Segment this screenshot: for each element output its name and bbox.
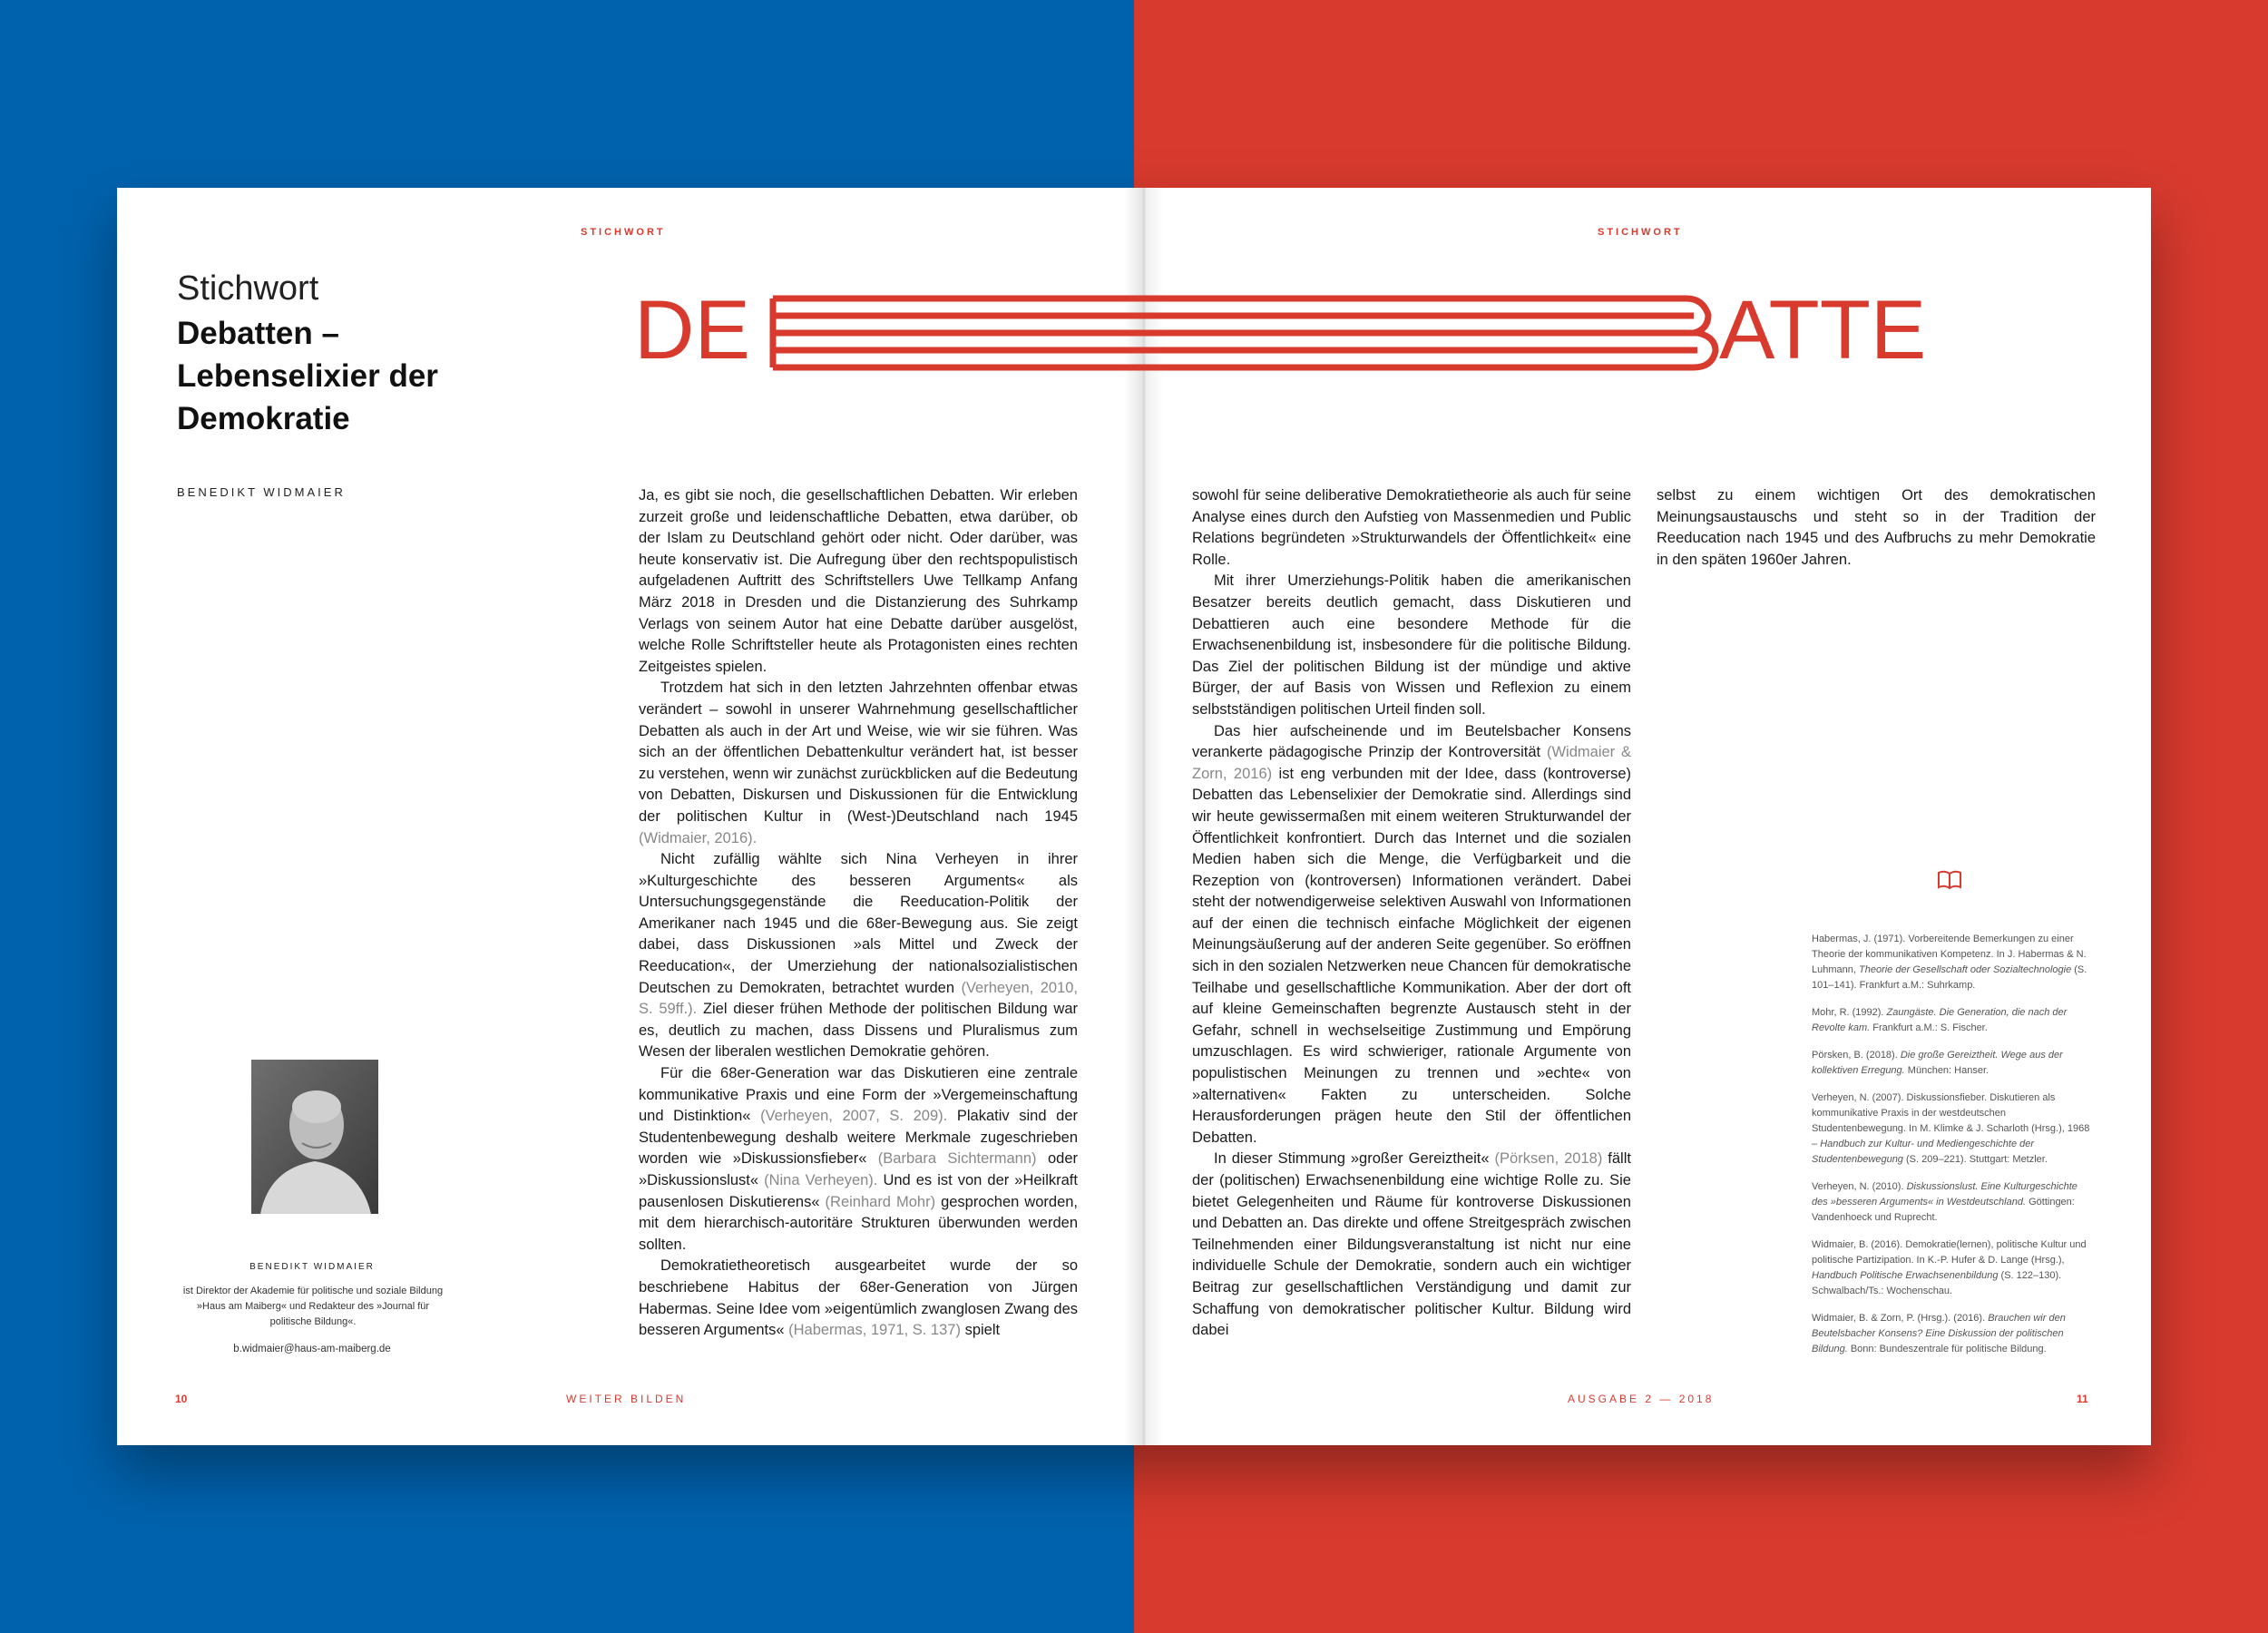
book-icon xyxy=(1937,870,1962,890)
page-number-right: 11 xyxy=(2077,1393,2088,1405)
bio-email-link[interactable]: b.widmaier@haus-am-maiberg.de xyxy=(233,1344,391,1354)
body-column-1 xyxy=(639,485,1078,1342)
reference-item: Widmaier, B. & Zorn, P. (Hrsg.). (2016). Brauchen wir den Beutelsbacher Konsens? Eine Diskussion der politischen Bildung. Bonn: Bundeszentrale für politische Bildung. xyxy=(1812,1313,2066,1354)
reference-item: Habermas, J. (1971). Vorbereitende Bemerkungen zu einer Theorie der kommunikativen Kompetenz. In J. Habermas & N. Luhmann, Theorie der Gesellschaft oder Sozialtechnologie (S. 101–141). Frankfurt a.M.: Suhrkamp. xyxy=(1812,934,2087,991)
reference-item: Pörsken, B. (2018). Die große Gereiztheit. Wege aus der kollektiven Erregung. München: Hanser. xyxy=(1812,1050,2063,1076)
paragraph: Ja, es gibt sie noch, die gesellschaftlichen Debatten. Wir erleben zurzeit große und leidenschaftliche Debatten, etwa darüber, ob der Islam zu Deutschland gehört oder nicht. Oder darüber, was heute konservativ ist. Die Aufregung über den rechtspopulistisch aufgeladenen Auftritt des Schriftstellers Uwe Tellkamp Anfang März 2018 in Dresden und die Distanzierung des Suhrkamp Verlags von seinem Autor hat eine Debatte darüber ausgelöst, welche Rolle Schriftsteller heute als Protagonisten eines rechten Zeitgeistes spielen. xyxy=(639,487,1078,675)
body-column-2 xyxy=(1192,485,1631,1342)
reference-item: Widmaier, B. (2016). Demokratie(lernen), politische Kultur und politische Partizipation. In K.-P. Hufer & D. Lange (Hrsg.), Handbuch Politische Erwachsenenbildung (S. 122–130). Schwalbach/Ts.: Wochenschau. xyxy=(1812,1239,2087,1296)
bio-text: ist Direktor der Akademie für politische und soziale Bildung »Haus am Maiberg« und Redakteur des »Journal für politische Bildung«. xyxy=(182,1286,444,1327)
bio-name: BENEDIKT WIDMAIER xyxy=(249,1262,375,1272)
paragraph: Trotzdem hat sich in den letzten Jahrzehnten offenbar etwas verändert – sowohl in unserer Wahrnehmung gesellschaftlicher Debatten als auch in der Art und Weise, wie wir sie führen. Was sich an der öffentlichen Debattenkultur verändert hat, ist besser zu verstehen, wenn wir zunächst zurückblicken auf die Bedeutung von Debatten, Diskursen und Diskussionen für die Entwicklung der politischen Kultur in (West-)Deutschland nach 1945 (Widmaier, 2016). xyxy=(639,680,1078,846)
kicker-right: STICHWORT xyxy=(1598,227,1683,238)
paragraph: sowohl für seine deliberative Demokratietheorie als auch für seine Analyse eines durch den Aufstieg von Massenmedien und Public Relations begründeten »Strukturwandels der Öffentlichkeit« eine Rolle. xyxy=(1192,487,1631,568)
paragraph: Das hier aufscheinende und im Beutelsbacher Konsens verankerte pädagogische Prinzip der Kontroversität (Widmaier & Zorn, 2016) ist eng verbunden mit der Idee, dass (kontroverse) Debatten das Lebenselixier der Demokratie sind. Allerdings sind wir heute gewissermaßen mit einem weiteren Strukturwandel der Öffentlichkeit konfrontiert. Durch das Internet und die sozialen Medien haben sich die Menge, die Verfügbarkeit und die Rezeption von (kontroversen) Informationen verändert. Dabei steht der notwendigerweise selektiven Auswahl von Informationen auf der einen die technisch einfache Möglichkeit der eigenen Meinungsäußerung auf der anderen Seite gegenüber. So eröffnen sich in den sozialen Netzwerken neue Chancen für demokratische Teilhabe und gesellschaftliche Kommunikation. Aber der dort oft auf kleine Gemeinschaften begrenzte Austausch steht in der Gefahr, schnell in wechselseitige Zustimmung und Empörung umzuschlagen. Es wird schwieriger, rationale Argumente von populistischen Meinungen zu trennen und »echte« von »alternativen« Fakten zu unterscheiden. Solche Herausforderungen prägen heute den Stil der öffentlichen Debatten. xyxy=(1192,722,1631,1146)
paragraph: Nicht zufällig wählte sich Nina Verheyen in ihrer »Kulturgeschichte des besseren Arguments« als Untersuchungsgegenstände die Reeducation-Politik der Amerikaner nach 1945 und die 68er-Bewegung aus. Sie zeigt dabei, dass Diskussionen »als Mittel und Zweck der Reeducation«, der Umerziehung der nationalsozialistischen Deutschen zu Demokraten, betrachtet wurden (Verheyen, 2010, S. 59ff.). Ziel dieser frühen Methode der politischen Bildung war es, deutlich zu machen, dass Dissens und Pluralismus zum Wesen der liberalen westlichen Demokratie gehören. xyxy=(639,851,1078,1061)
references-list xyxy=(1812,932,2093,1369)
paragraph: In dieser Stimmung »großer Gereiztheit« (Pörksen, 2018) fällt der (politischen) Erwachsenenbildung eine wichtige Rolle zu. Sie bietet Gelegenheiten und Räume für kontroverse Diskussionen und Debatten an. Das direkte und offene Streitgespräch zwischen Teilnehmenden einer Bildungsveranstaltung ist nicht nur eine individuelle Schule der Demokratie, sondern auch ein wichtiger Beitrag zur gesellschaftlichen Verständigung und damit zur Schaffung von demokratischer politischer Kultur. Bildung wird dabei xyxy=(1192,1150,1631,1339)
article-title: Debatten – Lebenselixier der Demokratie xyxy=(177,316,438,436)
debatte-headline xyxy=(634,288,2013,378)
section-title: Stichwort xyxy=(177,269,319,308)
headline-stretched-b xyxy=(773,298,1716,367)
author-byline: BENEDIKT WIDMAIER xyxy=(177,485,346,499)
paragraph: Demokratietheoretisch ausgearbeitet wurde der so beschriebene Habitus der 68er-Generation von Jürgen Habermas. Seine Idee vom »eigentümlich zwanglosen Zwang des besseren Arguments« (Habermas, 1971, S. 137) spielt xyxy=(639,1257,1078,1339)
reference-item: Mohr, R. (1992). Zaungäste. Die Generation, die nach der Revolte kam. Frankfurt a.M.: S. Fischer. xyxy=(1812,1007,2068,1033)
reference-item: Verheyen, N. (2007). Diskussionsfieber. Diskutieren als kommunikative Praxis in der westdeutschen Studentenbewegung. In M. Klimke & J. Scharloth (Hrsg.), 1968 – Handbuch zur Kultur- und Mediengeschichte der Studentenbewegung (S. 209–221). Stuttgart: Metzler. xyxy=(1812,1092,2090,1165)
page-number-left: 10 xyxy=(175,1393,188,1405)
kicker-left: STICHWORT xyxy=(581,227,666,238)
headline-right-letters: ATTE xyxy=(1719,288,1927,376)
magazine-spread xyxy=(117,188,2151,1445)
reference-item: Verheyen, N. (2010). Diskussionslust. Eine Kulturgeschichte des »besseren Arguments« in Westdeutschland. Göttingen: Vandenhoeck und Ruprecht. xyxy=(1812,1181,2077,1223)
paragraph: Mit ihrer Umerziehungs-Politik haben die amerikanischen Besatzer bereits deutlich gemacht, dass Diskutieren und Debattieren auch eine besondere Methode für die Erwachsenenbildung ist, insbesondere für die politische Bildung. Das Ziel der politischen Bildung ist der mündige und aktive Bürger, der auf Basis von Wissen und Reflexion zu einem selbstständigen politischen Urteil finden soll. xyxy=(1192,572,1631,718)
body-column-3 xyxy=(1657,485,2096,571)
magazine-name: WEITER BILDEN xyxy=(566,1393,687,1405)
headline-left-letters: DE xyxy=(634,288,750,376)
issue-label: AUSGABE 2 — 2018 xyxy=(1568,1393,1715,1405)
paragraph: Für die 68er-Generation war das Diskutieren eine zentrale kommunikative Praxis und eine Form der »Vergemeinschaftung und Distinktion« (Verheyen, 2007, S. 209). Plakativ sind der Studentenbewegung deshalb weitere Merkmale zugeschrieben worden wie »Diskussionsfieber« (Barbara Sichtermann) oder »Diskussionslust« (Nina Verheyen). Und es ist von der »Heilkraft pausenlosen Diskutierens« (Reinhard Mohr) gesprochen worden, mit dem hierarchisch-autoritäre Strukturen überwunden werden sollten. xyxy=(639,1065,1079,1253)
paragraph: selbst zu einem wichtigen Ort des demokratischen Meinungsaustauschs und steht so in der Tradition der Reeducation nach 1945 und des Aufbruchs zu mehr Demokratie in den späten 1960er Jahren. xyxy=(1657,487,2096,568)
author-portrait-photo xyxy=(251,1060,378,1214)
